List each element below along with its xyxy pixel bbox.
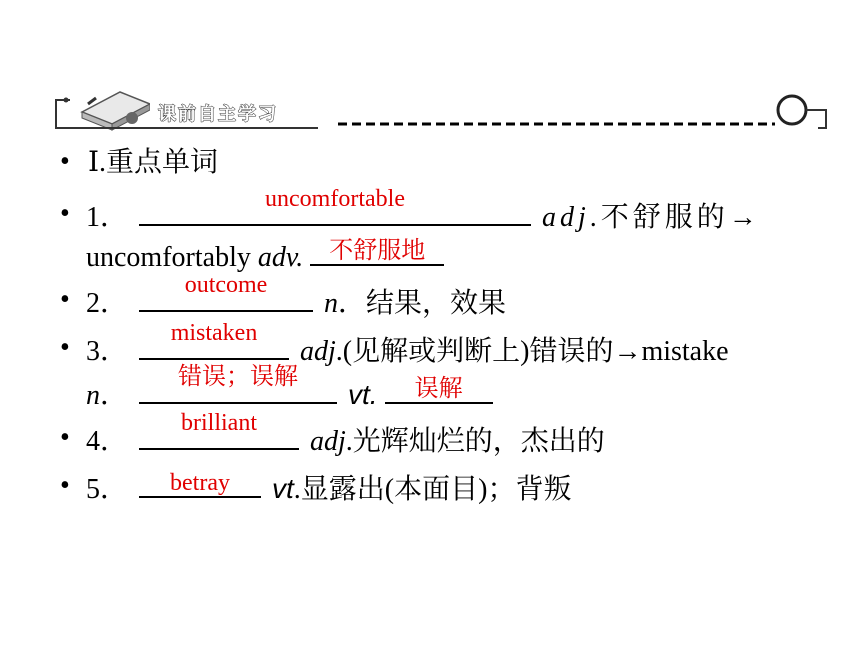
- part-of-speech: adv.: [257, 242, 304, 273]
- item-number: 3．: [86, 336, 129, 367]
- punctuation: ．: [100, 380, 129, 411]
- part-of-speech: n: [86, 380, 100, 411]
- answer-text: 不舒服地: [329, 238, 426, 264]
- bullet: •: [60, 146, 70, 177]
- part-of-speech: vt.: [348, 379, 378, 410]
- book-icon: [82, 92, 150, 130]
- banner-title: 课前自主学习: [158, 104, 278, 125]
- answer-text: outcome: [184, 272, 268, 298]
- answer-blank: [139, 410, 299, 450]
- part-of-speech: adj: [310, 426, 346, 457]
- item-4: [86, 410, 605, 459]
- answer-text: betray: [170, 470, 230, 496]
- answer-blank: [385, 376, 493, 404]
- bullet: •: [60, 422, 70, 453]
- banner-graphic: [0, 0, 860, 150]
- bullet: •: [60, 332, 70, 363]
- part-of-speech: adj: [542, 202, 590, 233]
- item-number: 5．: [86, 474, 129, 505]
- item-number: 4．: [86, 426, 129, 457]
- meaning: .不舒服的→: [589, 202, 761, 233]
- derived-word: uncomfortably: [86, 242, 258, 273]
- section-banner: [0, 0, 860, 150]
- answer-blank: [139, 364, 337, 404]
- answer-blank: [139, 272, 313, 312]
- answer-blank: [310, 238, 444, 266]
- meaning: .光辉灿烂的，杰出的: [345, 426, 605, 457]
- item-number: 1．: [86, 202, 129, 233]
- answer-text: brilliant: [181, 410, 257, 436]
- meaning: ．结果，效果: [338, 288, 507, 319]
- item-1: [86, 186, 761, 235]
- bullet: •: [60, 198, 70, 229]
- bullet: •: [60, 470, 70, 501]
- part-of-speech: vt: [272, 473, 294, 504]
- part-of-speech: n: [324, 288, 339, 319]
- meaning: .显露出(本面目)；背叛: [293, 474, 572, 505]
- answer-blank: [139, 470, 261, 498]
- answer-blank: [139, 186, 531, 226]
- part-of-speech: adj: [300, 336, 336, 367]
- meaning: .(见解或判断上)错误的→mistake: [335, 336, 729, 367]
- section-title: Ⅰ.重点单词: [88, 147, 219, 178]
- item-number: 2．: [86, 288, 129, 319]
- answer-blank: [139, 320, 289, 360]
- answer-text: mistaken: [170, 320, 258, 346]
- answer-text: 错误；误解: [178, 364, 299, 390]
- item-5: [86, 470, 571, 507]
- answer-text: 误解: [414, 376, 463, 402]
- bullet: •: [60, 284, 70, 315]
- answer-text: uncomfortable: [265, 186, 405, 212]
